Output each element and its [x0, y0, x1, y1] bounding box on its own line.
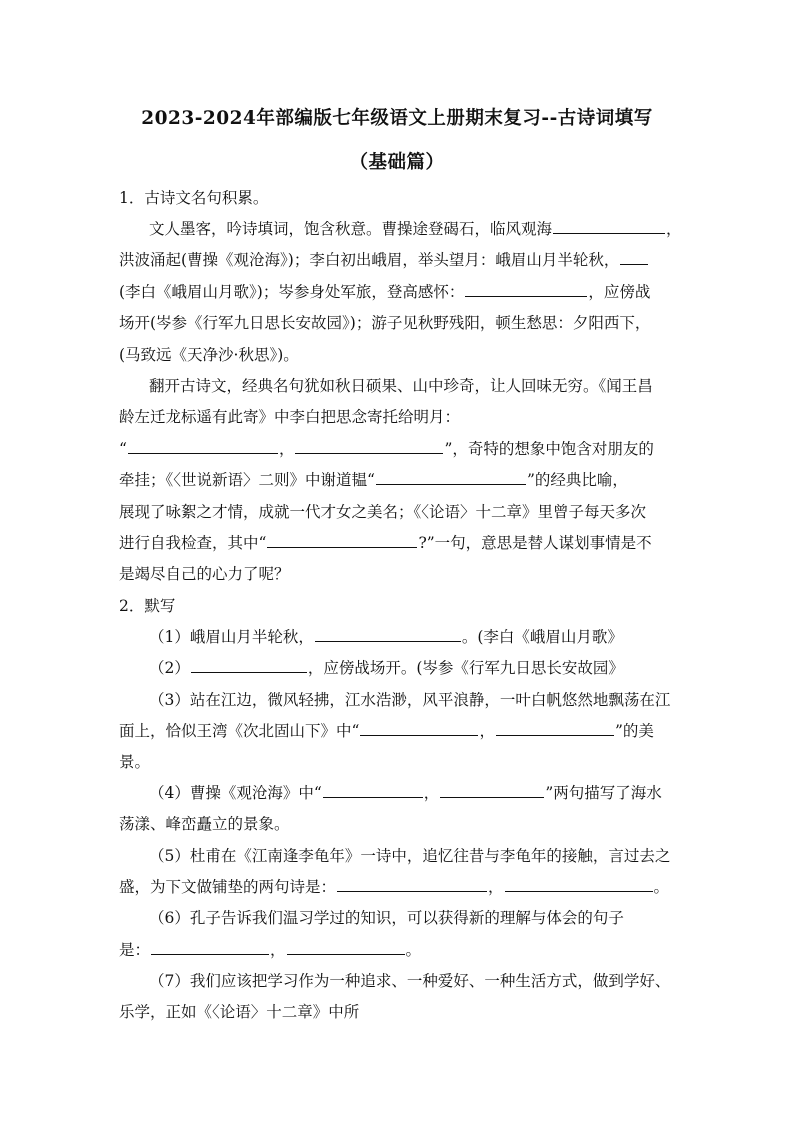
answer-blank[interactable] — [287, 940, 405, 955]
document-title: 2023-2024年部编版七年级语文上册期末复习--古诗词填写 — [141, 108, 653, 129]
q2-item-3-line1: （3）站在江边，微风轻拂，江水浩渺，风平浪静，一叶白帆悠然地飘荡在江 — [149, 691, 671, 709]
q2-item-4-line1: （4）曹操《观沧海》中“ ， ”两句描写了海水 — [149, 784, 662, 802]
q2-item-7-line1: （7）我们应该把学习作为一种追求、一种爱好、一种生活方式，做到学好、 — [149, 972, 671, 990]
answer-blank[interactable] — [323, 783, 423, 798]
answer-blank[interactable] — [440, 783, 544, 798]
answer-blank[interactable] — [151, 940, 269, 955]
q1-p2-line3: “ ， ”，奇特的想象中饱含对朋友的 — [119, 440, 654, 458]
answer-blank[interactable] — [337, 877, 487, 892]
q2-item-6-line1: （6）孔子告诉我们温习学过的知识，可以获得新的理解与体会的句子 — [149, 909, 624, 927]
answer-blank[interactable] — [505, 877, 653, 892]
q2-item-5-line2: 盛，为下文做铺垫的两句诗是： ， 。 — [119, 878, 670, 896]
answer-blank[interactable] — [553, 219, 665, 234]
q1-p1-line5: (马致远《天净沙·秋思》)。 — [119, 346, 299, 364]
q2-item-5-line1: （5）杜甫在《江南逢李龟年》一诗中，追忆往昔与李龟年的接触，言过去之 — [149, 847, 671, 865]
answer-blank[interactable] — [295, 439, 443, 454]
answer-blank[interactable] — [465, 282, 587, 297]
answer-blank[interactable] — [496, 721, 614, 736]
answer-blank[interactable] — [128, 439, 278, 454]
q2-item-3-line2: 面上，恰似王湾《次北固山下》中“ ， ”的美 — [119, 722, 654, 740]
q1-p1-line3: (李白《峨眉山月歌》)；岑参身处军旅，登高感怀： ，应傍战 — [119, 283, 651, 301]
q1-p2-line4: 牵挂；《〈世说新语〉二则》中谢道韫“ ”的经典比喻， — [119, 471, 628, 489]
q2-item-7-line2: 乐学，正如《〈论语〉十二章》中所 — [119, 1003, 360, 1021]
q1-p2-line1: 翻开古诗文，经典名句犹如秋日硕果、山中珍奇，让人回味无穷。《闻王昌 — [149, 377, 653, 395]
answer-blank[interactable] — [191, 658, 307, 673]
q1-p2-line7: 是竭尽自己的心力了呢？ — [119, 565, 290, 583]
q1-p1-line4: 场开(岑参《行军九日思长安故园》)；游子见秋野残阳，顿生愁思：夕阳西下， — [119, 314, 651, 332]
q2-item-3-line3: 景。 — [119, 753, 151, 771]
answer-blank[interactable] — [376, 470, 526, 485]
q2-item-1: （1）峨眉山月半轮秋， 。(李白《峨眉山月歌》 — [149, 628, 623, 646]
answer-blank[interactable] — [360, 721, 478, 736]
answer-blank[interactable] — [267, 533, 417, 548]
q2-item-6-line2: 是： ， 。 — [119, 941, 422, 959]
q1-p1-line2: 洪波涌起(曹操《观沧海》)；李白初出峨眉，举头望月：峨眉山月半轮秋， — [119, 248, 649, 270]
answer-blank[interactable] — [315, 627, 461, 642]
q1-p2-line6: 进行自我检查，其中“ ?”一句，意思是替人谋划事情是不 — [119, 534, 652, 552]
q2-heading: 2．默写 — [119, 597, 176, 615]
answer-blank[interactable] — [620, 250, 648, 265]
q1-heading: 1．古诗文名句积累。 — [119, 189, 269, 207]
document-subtitle: （基础篇） — [349, 152, 445, 173]
q1-p2-line2: 龄左迁龙标遥有此寄》中李白把思念寄托给明月： — [119, 408, 461, 426]
q1-p2-line5: 展现了咏絮之才情，成就一代才女之美名；《〈论语〉十二章》里曾子每天多次 — [119, 503, 647, 521]
q2-item-4-line2: 荡漾、峰峦矗立的景象。 — [119, 815, 290, 833]
q2-item-2: （2） ，应傍战场开。(岑参《行军九日思长安故园》 — [149, 659, 624, 677]
q1-p1-line1: 文人墨客，吟诗填词，饱含秋意。曹操途登碣石，临风观海 ， — [149, 220, 682, 238]
